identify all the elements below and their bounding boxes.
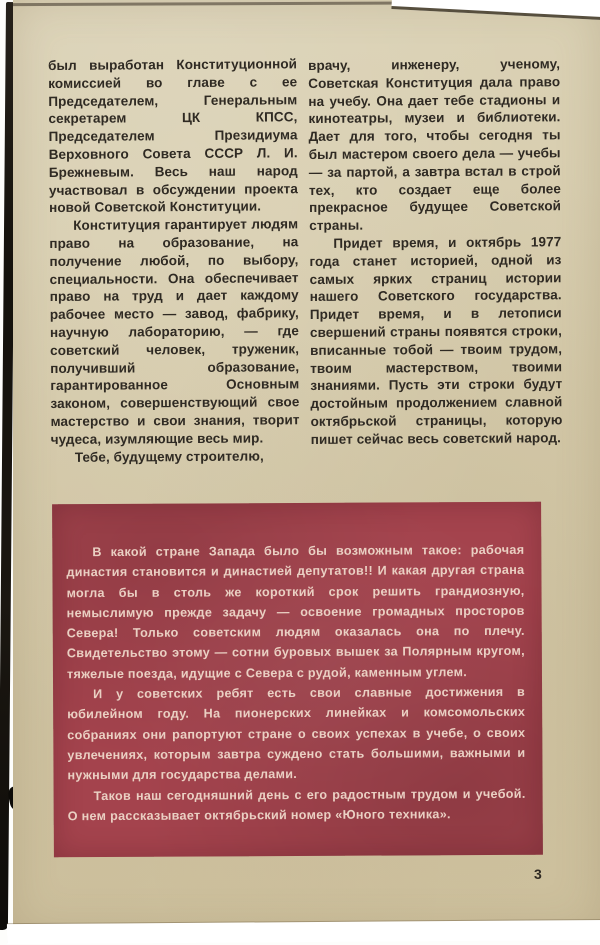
- body-paragraph: Тебе, будущему строителю,: [74, 448, 264, 465]
- box-paragraph: И у советских ребят есть свои славные достижения в юбилейном году. На пионерских линейках и комсомольских собраниях они рапортуют стране о своих успехах в учебе, о своих увлечениях, которым завтра суждено стать большими, важными и нужными для государства делами.: [67, 684, 526, 783]
- page-corner-fold: [391, 0, 600, 21]
- highlight-box-text: [66, 540, 525, 827]
- body-paragraph: врачу, инженеру, ученому, Советская Конституция дала право на учебу. Она дает тебе стадионы и кинотеатры, музеи и библиотеки. Дает для того, чтобы сегодня ты был мастером своего дела — учебы — за партой, а завтра встал в строй тех, кто создает еще более прекрасное будущее Советской страны.: [308, 56, 562, 234]
- page-bottom-edge: [7, 920, 600, 944]
- box-paragraph: Таков наш сегодняшний день с его радостным трудом и учебой. О нем рассказывает октябрьский номер «Юного техника».: [67, 786, 526, 824]
- body-paragraph: Конституция гарантирует людям право на образование, на получение любой, по выбору, специальности. Она обеспечивает право на труд и дает каждому рабочее место — завод, фабрику, научную лабораторию, — где советский человек, труженик, получивший образование, гарантированное Основным законом, совершенствующий свое мастерство и свои знания, творит чудеса, изумляющие весь мир.: [49, 216, 300, 447]
- body-paragraph: Придет время, и октябрь 1977 года станет историей, одной из самых ярких страниц истории нашего Советского государства. Придет время, и в летописи свершений страны появятся строки, вписанные тобой — твоим трудом, твоим мастерством, твоими знаниями. Пусть эти строки будут достойным продолжением славной октябрьской страницы, которую пишет сейчас весь советский народ.: [309, 234, 563, 447]
- highlight-box: [52, 502, 543, 858]
- left-text-column: [48, 55, 300, 466]
- box-paragraph: В какой стране Запада было бы возможным такое: рабочая династия становится и династией депутатов!! И какая другая страна могла бы в столь же короткий срок решить грандиозную, немыслимую прежде задачу — освоение громадных просторов Севера! Только советским людям оказалась она по плечу. Свидетельство этому — сотни буровых вышек за Полярным кругом, тяжелые поезда, идущие с Севера с рудой, каменным углем.: [66, 542, 525, 681]
- body-paragraph: был выработан Конституционной комиссией во главе с ее Председателем, Генеральным секретарем ЦК КПСС, Председателем Президиума Верховного Совета СССР Л. И. Брежневым. Весь наш народ участвовал в обсуждении проекта новой Советской Конституции.: [48, 56, 298, 216]
- right-text-column: [308, 55, 563, 448]
- magazine-page: [13, 0, 600, 932]
- page-number: 3: [534, 866, 542, 882]
